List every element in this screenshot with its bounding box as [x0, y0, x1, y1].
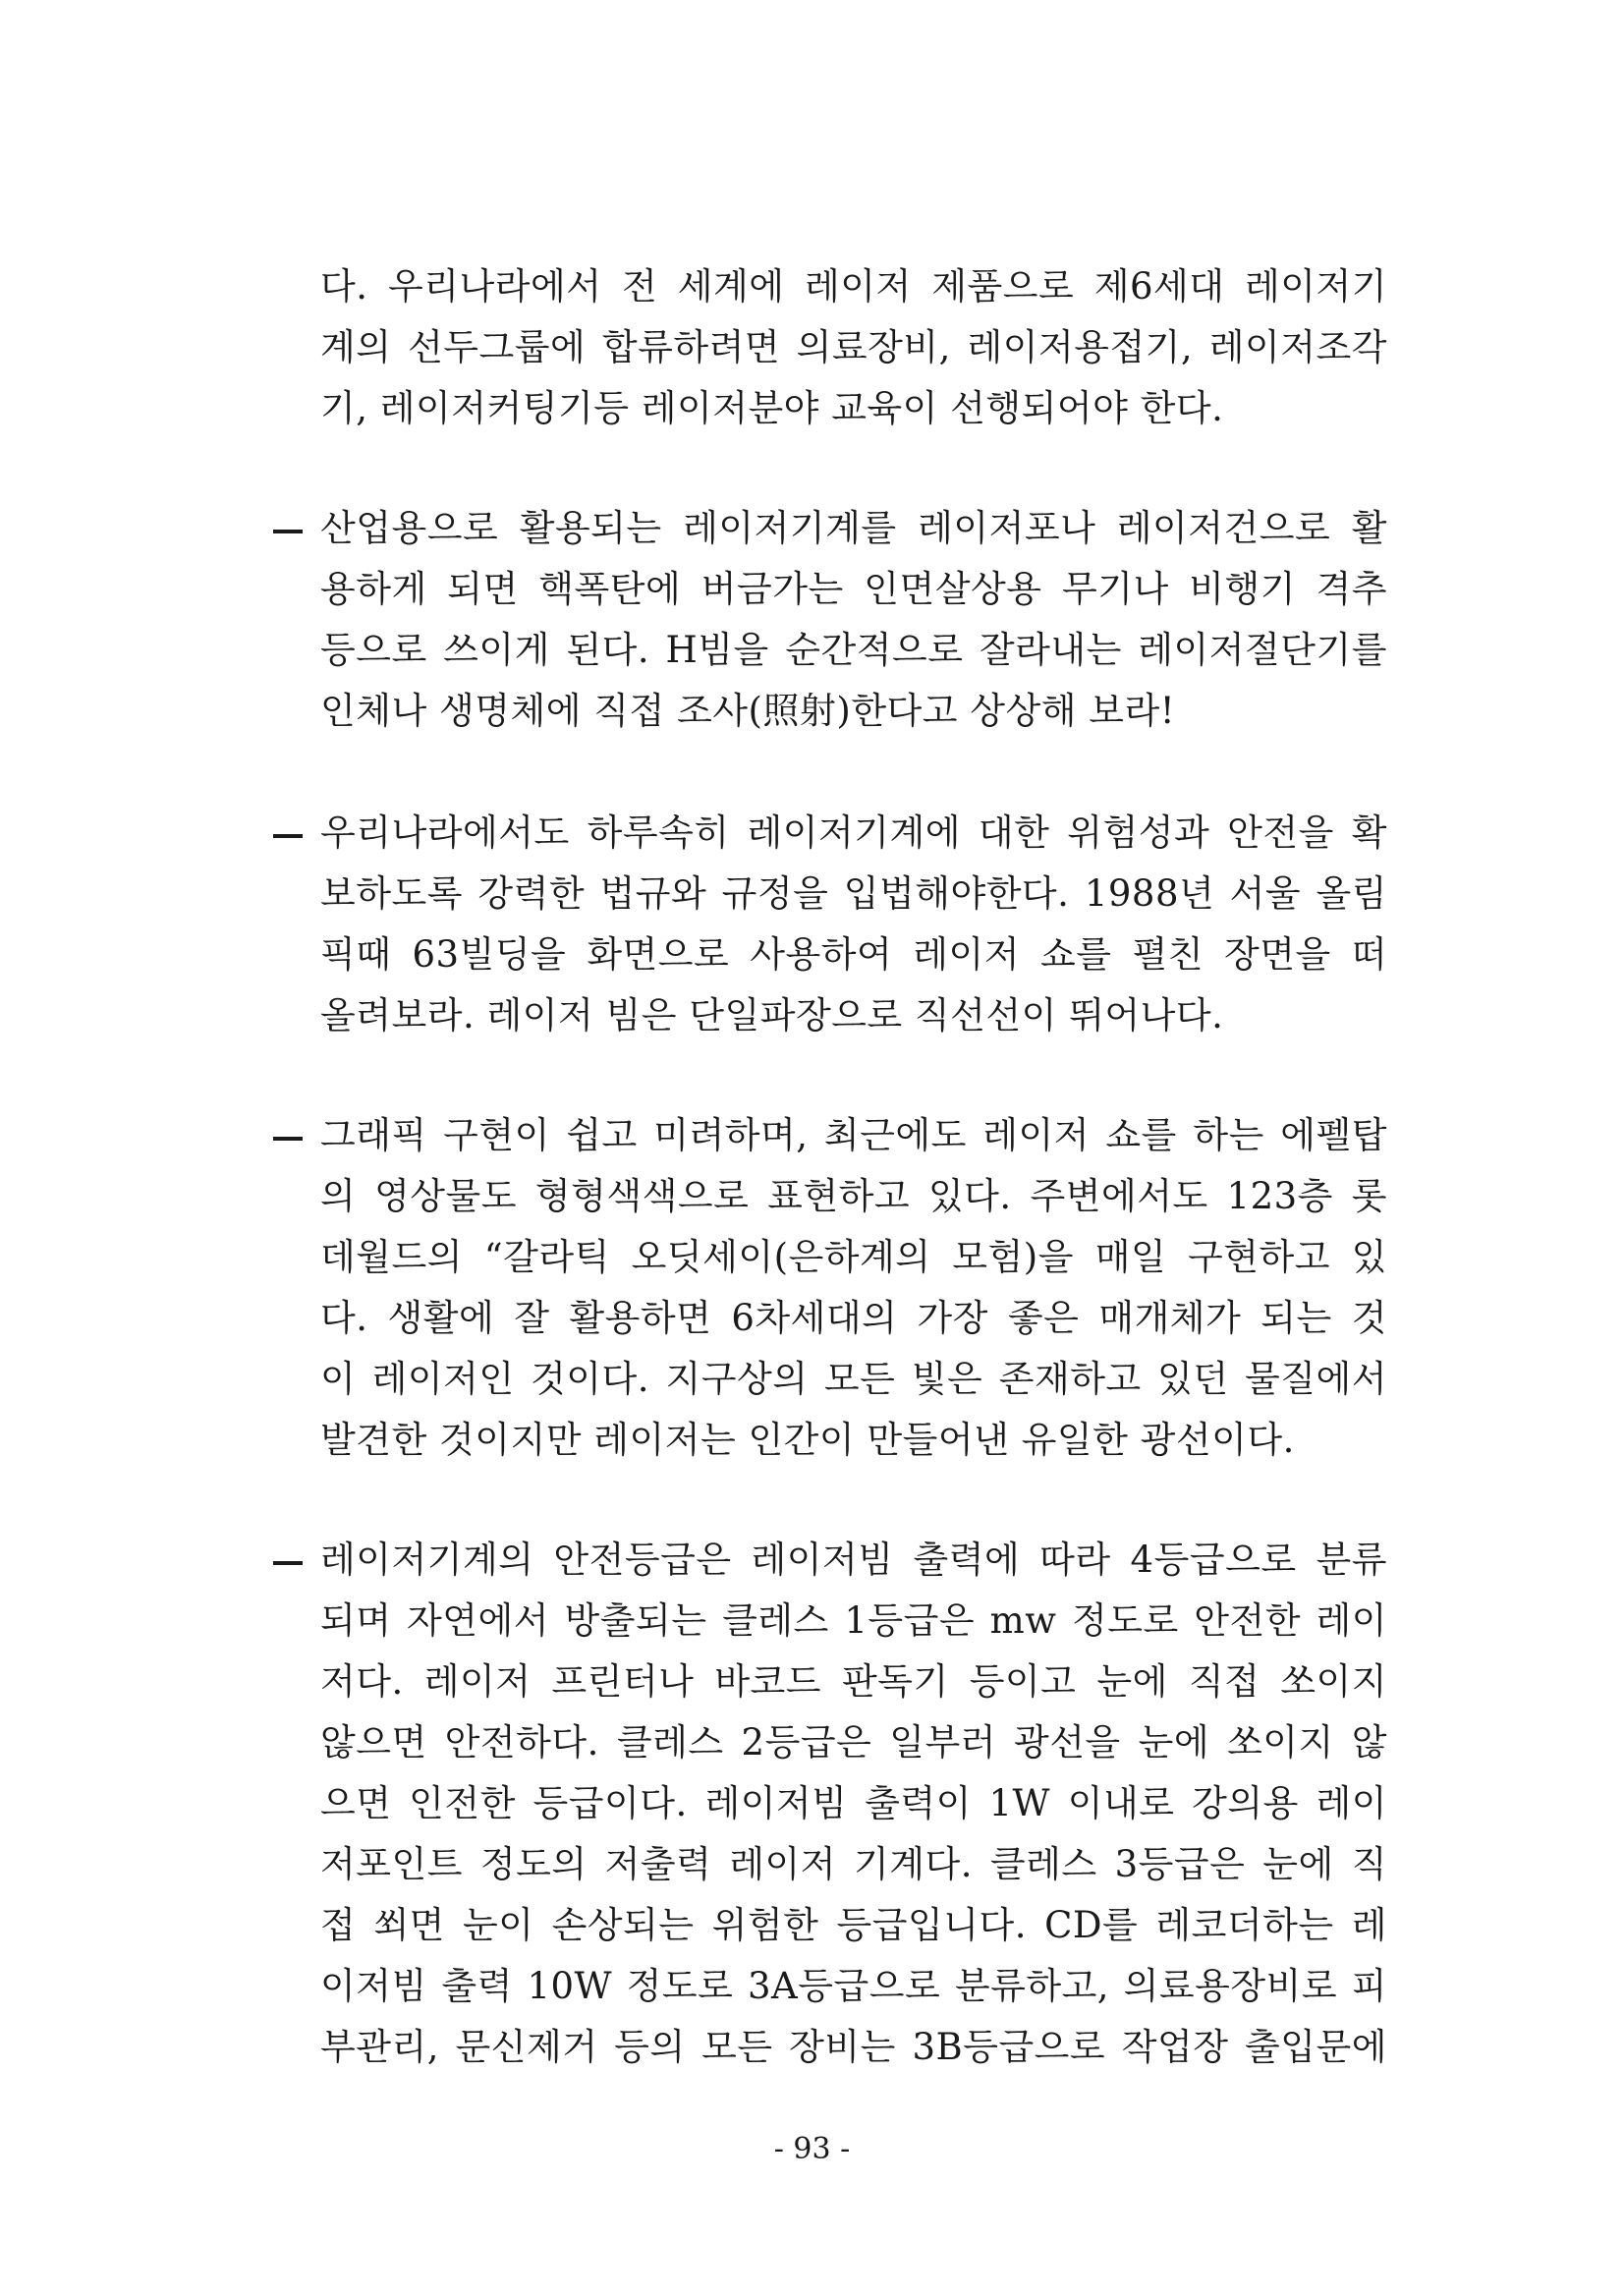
text-line: 그래픽 구현이 쉽고 미려하며, 최근에도 레이저 쇼를 하는 에펠탑 [320, 1114, 1387, 1156]
text-line: 저다. 레이저 프린터나 바코드 판독기 등이고 눈에 직접 쏘이지 [320, 1660, 1387, 1703]
text-line: 부관리, 문신제거 등의 모든 장비는 3B등급으로 작업장 출입문에 [320, 2026, 1387, 2068]
text-line: 접 쐬면 눈이 손상되는 위험한 등급입니다. CD를 레코더하는 레 [320, 1904, 1387, 1946]
text-line: 으면 인전한 등급이다. 레이저빔 출력이 1W 이내로 강의용 레이 [320, 1782, 1387, 1824]
text-line: 산업용으로 활용되는 레이저기계를 레이저포나 레이저건으로 활 [320, 507, 1387, 549]
page-number: - 93 - [773, 2132, 851, 2166]
text-line: 용하게 되면 핵폭탄에 버금가는 인면살상용 무기나 비행기 격추 [320, 568, 1387, 610]
text-line: 레이저기계의 안전등급은 레이저빔 출력에 따라 4등급으로 분류 [320, 1539, 1387, 1581]
text-line: 등으로 쓰이게 된다. H빔을 순간적으로 잘라내는 레이저절단기를 [320, 629, 1387, 671]
dash-bullet [273, 1561, 303, 1565]
text-line: 올려보라. 레이저 빔은 단일파장으로 직선선이 뛰어나다. [320, 994, 1224, 1036]
dash-bullet [273, 1137, 303, 1141]
text-line: 이저빔 출력 10W 정도로 3A등급으로 분류하고, 의료용장비로 피 [320, 1965, 1387, 2007]
text-line: 인체나 생명체에 직접 조사(照射)한다고 상상해 보라! [320, 690, 1176, 732]
text-line: 의 영상물도 형형색색으로 표현하고 있다. 주변에서도 123층 롯 [320, 1175, 1387, 1217]
text-line: 않으면 안전하다. 클레스 2등급은 일부러 광선을 눈에 쏘이지 않 [320, 1721, 1387, 1764]
dash-bullet [273, 530, 303, 533]
text-line: 발견한 것이지만 레이저는 인간이 만들어낸 유일한 광선이다. [320, 1419, 1295, 1461]
text-line: 다. 생활에 잘 활용하면 6차세대의 가장 좋은 매개체가 되는 것 [320, 1297, 1387, 1339]
text-line: 이 레이저인 것이다. 지구상의 모든 빛은 존재하고 있던 물질에서 [320, 1358, 1387, 1400]
text-line: 계의 선두그룹에 합류하려면 의료장비, 레이저용접기, 레이저조각 [320, 326, 1387, 368]
text-line: 되며 자연에서 방출되는 클레스 1등급은 mw 정도로 안전한 레이 [320, 1599, 1387, 1642]
text-line: 저포인트 정도의 저출력 레이저 기계다. 클레스 3등급은 눈에 직 [320, 1843, 1387, 1885]
text-line: 보하도록 강력한 법규와 규정을 입법해야한다. 1988년 서울 올림 [320, 872, 1387, 915]
dash-bullet [273, 834, 303, 838]
text-line: 픽때 63빌딩을 화면으로 사용하여 레이저 쇼를 펼친 장면을 떠 [320, 933, 1387, 976]
text-line: 기, 레이저커팅기등 레이저분야 교육이 선행되어야 한다. [320, 387, 1224, 429]
text-line: 다. 우리나라에서 전 세계에 레이저 제품으로 제6세대 레이저기 [320, 265, 1387, 308]
text-line: 우리나라에서도 하루속히 레이저기계에 대한 위험성과 안전을 확 [320, 812, 1387, 854]
text-line: 데월드의 “갈라틱 오딧세이(은하계의 모험)을 매일 구현하고 있 [320, 1236, 1387, 1278]
